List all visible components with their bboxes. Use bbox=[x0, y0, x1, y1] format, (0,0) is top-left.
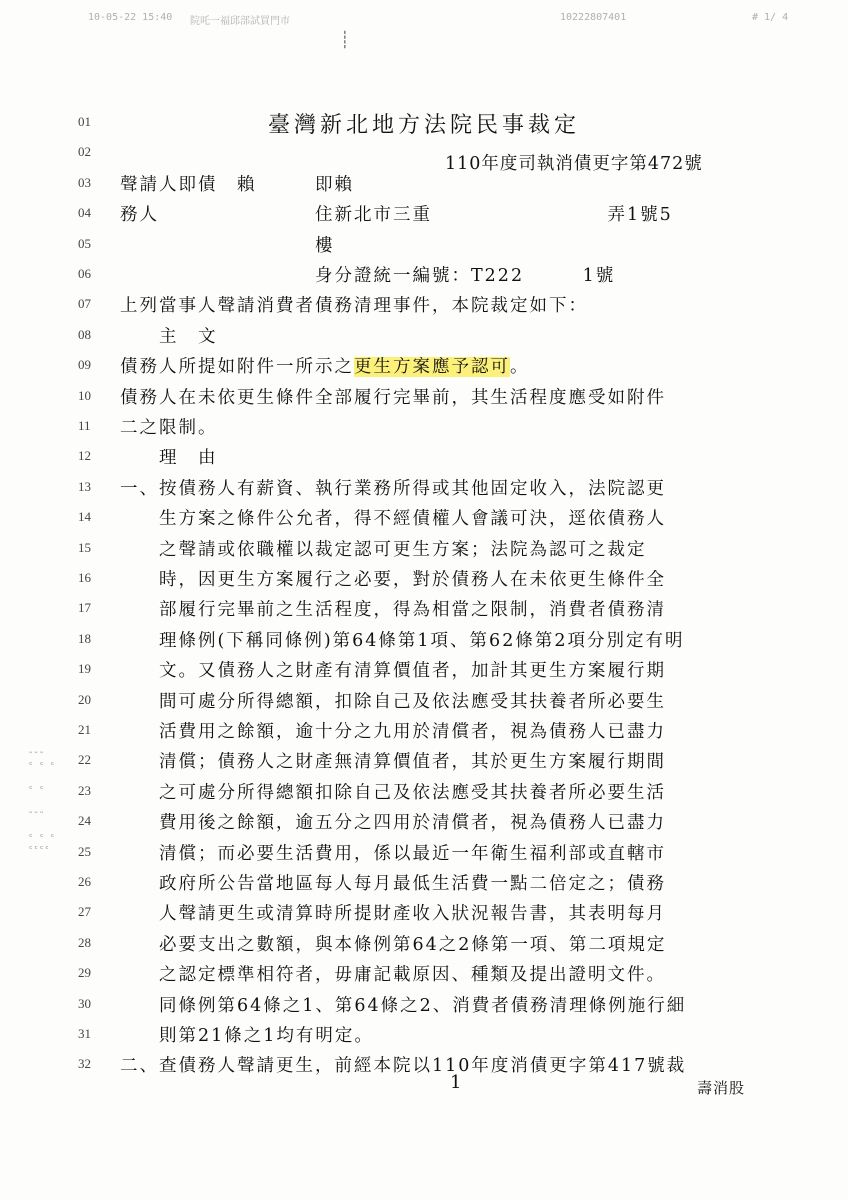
line-number: 15 bbox=[78, 539, 91, 555]
document-title: 臺灣新北地方法院民事裁定 bbox=[268, 113, 581, 138]
text-line: 清償；而必要生活費用，係以最近一年衛生福利部或直轄市 bbox=[120, 843, 666, 864]
highlighted-text: 更生方案應予認可 bbox=[354, 357, 510, 378]
text-line: 費用後之餘額，逾五分之四用於清償者，視為債務人已盡力 bbox=[120, 813, 666, 834]
text-line: 同條例第64條之1、第64條之2、消費者債務清理條例施行細 bbox=[120, 995, 687, 1016]
text-segment: 。 bbox=[510, 357, 530, 378]
line-number: 25 bbox=[78, 843, 91, 859]
text-line: 理條例(下稱同條例)第64條第1項、第62條第2項分別定有明 bbox=[120, 630, 685, 651]
line-number: 10 bbox=[78, 387, 91, 403]
text-line: 主 文 bbox=[120, 326, 218, 347]
text-line: 之認定標準相符者，毋庸記載原因、種類及提出證明文件。 bbox=[120, 965, 666, 986]
line-number: 13 bbox=[78, 478, 91, 494]
text-line: 債務人在未依更生條件全部履行完畢前，其生活程度應受如附件 bbox=[120, 387, 666, 408]
text-line bbox=[120, 353, 530, 378]
text-line: 必要支出之數額，與本條例第64之2條第一項、第二項規定 bbox=[120, 934, 667, 955]
text-line: 清償；債務人之財產無清算價值者，其於更生方案履行期間 bbox=[120, 752, 666, 773]
line-number: 22 bbox=[78, 752, 91, 768]
line-number: 24 bbox=[78, 813, 91, 829]
line-number: 17 bbox=[78, 600, 91, 616]
line-number: 05 bbox=[78, 235, 91, 251]
line-number: 11 bbox=[78, 418, 91, 433]
line-number: 14 bbox=[78, 509, 91, 525]
text-line: 理 由 bbox=[120, 448, 218, 469]
text-line: 時，因更生方案履行之必要，對於債務人在未依更生條件全 bbox=[120, 570, 666, 590]
fax-timestamp: 10-05-22 15:40 bbox=[88, 12, 173, 23]
text-line: 樓 bbox=[120, 235, 335, 256]
text-line: 文。又債務人之財產有清算價值者，加計其更生方案履行期 bbox=[120, 661, 666, 682]
line-number: 26 bbox=[78, 874, 91, 889]
text-line: 政府所公告當地區每人每月最低生活費一點二倍定之；債務 bbox=[120, 874, 666, 894]
line-number: 31 bbox=[78, 1026, 91, 1041]
line-number: 02 bbox=[78, 144, 91, 160]
scan-mark: ┊ bbox=[340, 30, 350, 49]
text-line: 之可處分所得總額扣除自己及依法應受其扶養者所必要生活 bbox=[120, 782, 666, 803]
case-number: 110年度司執消債更字第472號 bbox=[445, 154, 703, 174]
text-line: 之聲請或依職權以裁定認可更生方案；法院為認可之裁定 bbox=[120, 539, 647, 560]
page-number: 1 bbox=[450, 1072, 462, 1093]
line-number: 28 bbox=[78, 934, 91, 950]
text-line: 間可處分所得總額，扣除自己及依法應受其扶養者所必要生 bbox=[120, 691, 666, 712]
line-number: 32 bbox=[78, 1056, 91, 1072]
line-number: 04 bbox=[78, 205, 91, 221]
text-line: 務人 住新北市三重 弄1號5 bbox=[120, 205, 673, 226]
line-number: 21 bbox=[78, 722, 91, 737]
text-line: 人聲請更生或清算時所提財產收入狀況報告書，其表明每月 bbox=[120, 904, 666, 925]
text-line: 二之限制。 bbox=[120, 418, 218, 438]
text-line: 一、按債務人有薪資、執行業務所得或其他固定收入，法院認更 bbox=[120, 478, 666, 499]
line-number: 18 bbox=[78, 630, 91, 646]
line-number: 06 bbox=[78, 266, 91, 281]
text-line: 二、查債務人聲請更生，前經本院以110年度消債更字第417號裁 bbox=[120, 1056, 687, 1077]
fax-header bbox=[0, 12, 848, 26]
fax-sender: 院吒一福邱部試買門市 bbox=[190, 16, 290, 27]
line-number: 16 bbox=[78, 570, 91, 585]
line-number: 12 bbox=[78, 448, 91, 464]
line-number: 08 bbox=[78, 326, 91, 342]
line-number: 19 bbox=[78, 661, 91, 677]
text-line: 則第21條之1均有明定。 bbox=[120, 1026, 374, 1046]
text-line: 部履行完畢前之生活程度，得為相當之限制，消費者債務清 bbox=[120, 600, 666, 621]
line-number: 30 bbox=[78, 995, 91, 1011]
binding-hole-marks: ᵕᵕᵕ ᶜ ᶜ ᶜ ᶜ ᶜ ᵕᵕᵕ ᶜ ᶜ ᶜ ᶜᶜᶜᶜ bbox=[28, 749, 56, 855]
line-number: 23 bbox=[78, 782, 91, 798]
line-number: 03 bbox=[78, 174, 91, 190]
fax-page-indicator: # 1/ 4 bbox=[752, 12, 789, 23]
fax-number: 10222807401 bbox=[560, 12, 627, 23]
line-number: 07 bbox=[78, 296, 91, 312]
text-line: 聲請人即債 賴 即賴 bbox=[120, 174, 354, 195]
text-segment: 債務人所提如附件一所示之 bbox=[120, 357, 354, 378]
line-number: 29 bbox=[78, 965, 91, 981]
line-number: 09 bbox=[78, 357, 91, 373]
line-number: 01 bbox=[78, 114, 91, 129]
text-line: 活費用之餘額，逾十分之九用於清償者，視為債務人已盡力 bbox=[120, 722, 666, 742]
text-line: 上列當事人聲請消費者債務清理事件，本院裁定如下： bbox=[120, 296, 588, 317]
text-line: 身分證統一編號：T222 1號 bbox=[120, 266, 616, 286]
text-line: 生方案之條件公允者，得不經債權人會議可決，逕依債務人 bbox=[120, 509, 666, 530]
court-section: 壽消股 bbox=[697, 1079, 746, 1097]
line-number: 20 bbox=[78, 691, 91, 707]
line-number: 27 bbox=[78, 904, 91, 920]
